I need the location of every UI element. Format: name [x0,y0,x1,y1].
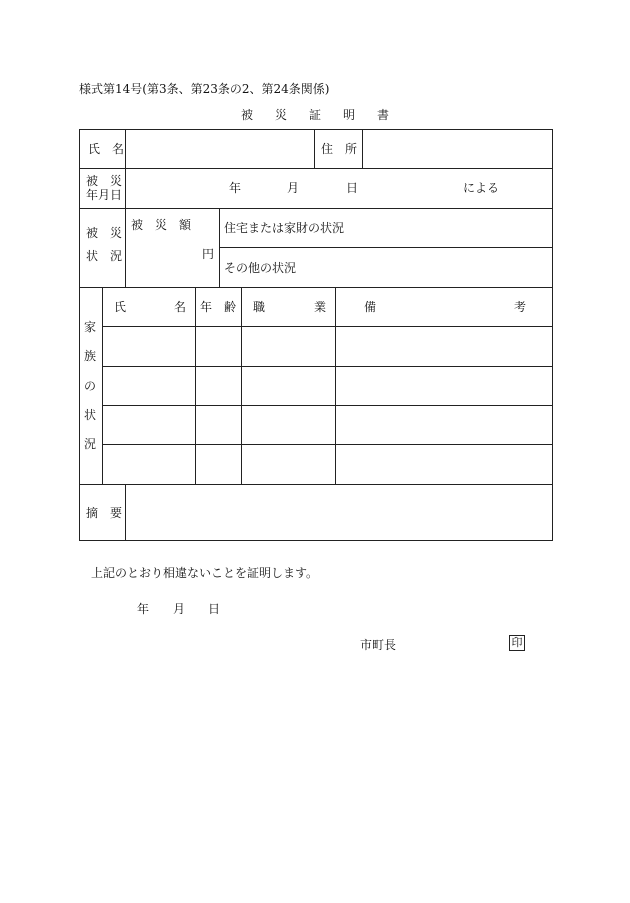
seal-mark: 印 [509,635,525,651]
family-label-char: 状 [84,408,97,422]
family-col-occupation-2: 業 [314,300,327,314]
damage-amount-field[interactable] [127,234,199,284]
family-label-char: の [84,379,97,393]
disaster-date-label-1: 被 災 [86,174,123,188]
page-title [0,106,630,123]
family-col-remarks-2: 考 [514,300,527,314]
family-col-name-2: 名 [174,300,187,314]
family-label-char: 況 [84,437,97,451]
name-field[interactable] [127,131,313,167]
family-label-char: 家 [84,320,97,334]
sign-month-label: 月 [173,602,186,616]
title-char: 書 [377,108,390,122]
summary-field[interactable] [127,486,551,539]
title-char: 災 [274,108,287,122]
title-char: 証 [308,108,321,122]
other-status-label: その他の状況 [224,261,297,275]
situation-label-2: 状 況 [86,249,123,263]
day-label: 日 [346,181,359,195]
mayor-label: 市町長 [360,638,397,652]
family-label-char: 族 [84,349,97,363]
due-to-label: による [463,181,500,195]
year-label: 年 [229,181,242,195]
situation-label-1: 被 災 [86,226,123,240]
family-col-remarks-1: 備 [364,300,377,314]
disaster-date-label-2: 年月日 [86,188,123,202]
name-label: 氏 名 [88,142,125,156]
house-status-label: 住宅または家財の状況 [224,221,345,235]
certification-text: 上記のとおり相違ないことを証明します。 [91,566,319,580]
family-col-age: 年 齢 [200,300,237,314]
title-char: 明 [343,108,356,122]
sign-year-label: 年 [137,602,150,616]
sign-day-label: 日 [208,602,221,616]
disaster-date-field[interactable] [127,170,551,206]
title-char: 被 [240,108,253,122]
month-label: 月 [287,181,300,195]
address-field[interactable] [364,131,551,167]
damage-amount-label: 被 災 額 [131,218,192,232]
address-label: 住 所 [321,142,358,156]
family-col-occupation-1: 職 [253,300,266,314]
family-col-name-1: 氏 [114,300,127,314]
form-header: 様式第14号(第3条、第23条の2、第24条関係) [79,82,330,96]
yen-label: 円 [202,247,215,261]
summary-label: 摘 要 [86,506,123,520]
